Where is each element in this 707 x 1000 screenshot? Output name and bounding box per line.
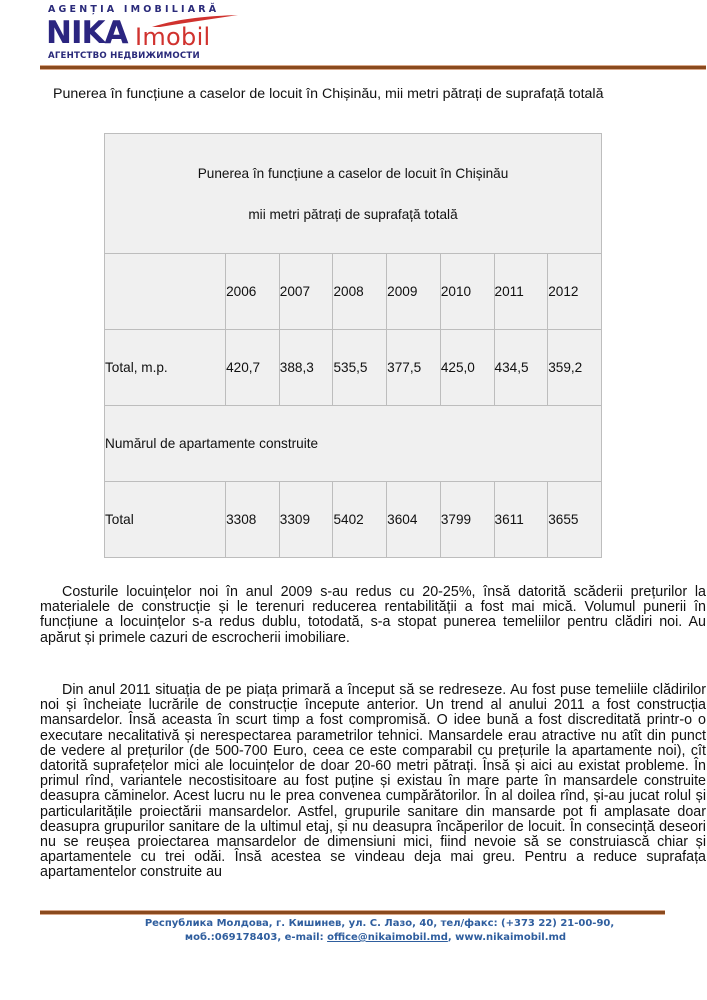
year-cell: 2006 <box>226 254 280 330</box>
value-cell: 359,2 <box>548 330 602 406</box>
footer-phone: моб.:069178403, e-mail: <box>184 932 328 943</box>
value-cell: 420,7 <box>226 330 280 406</box>
logo-tagline-ru: АГЕНТСТВО НЕДВИЖИМОСТИ <box>48 51 200 61</box>
value-cell: 3604 <box>387 482 441 558</box>
value-cell: 3655 <box>548 482 602 558</box>
table-title: Punerea în funcțiune a caselor de locuit în Chișinău <box>197 165 509 181</box>
footer-website[interactable]: www.nikaimobil.md <box>455 932 567 943</box>
value-cell: 377,5 <box>387 330 441 406</box>
year-cell: 2011 <box>494 254 548 330</box>
value-cell: 3308 <box>226 482 280 558</box>
year-cell: 2007 <box>279 254 333 330</box>
value-cell: 3799 <box>440 482 494 558</box>
value-cell: 3309 <box>279 482 333 558</box>
table-subtitle: mii metri pătrați de suprafață totală <box>248 206 458 222</box>
year-cell: 2012 <box>548 254 602 330</box>
footer-separator: , <box>447 932 456 943</box>
footer-divider <box>40 910 665 915</box>
row-label: Total, m.p. <box>105 330 226 406</box>
housing-statistics-table <box>104 133 602 558</box>
year-cell: 2010 <box>440 254 494 330</box>
row-label: Total <box>105 482 226 558</box>
value-cell: 388,3 <box>279 330 333 406</box>
footer-contacts <box>22 931 707 945</box>
logo-tagline-ro: AGENȚIA IMOBILIARĂ <box>48 4 220 15</box>
empty-header-cell <box>105 254 226 330</box>
value-cell: 535,5 <box>333 330 387 406</box>
section-header-row <box>105 406 602 482</box>
body-paragraph-2: Din anul 2011 situația de pe piața primară a început să se redreseze. Au fost puse temeliile clădirilor noi și încheiate lucrările de construcție începute anterior. Un trend al anului 2011 a fost construcția mansardelor. Însă aceasta în scurt timp a fost compromisă. O idee bună a fost discreditată printr-o o executare necalitativă și nerespectarea parametrilor tehnici. Mansardele erau atractive nu atît din punct de vedere al prețurilor (de 500-700 Euro, ceea ce este comparabil cu prețurile la apartamente noi), cît datorită suprafețelor mici ale locuințelor de doar 20-60 metri pătrați. Însă și aici au existat probleme. În primul rînd, variantele necostisitoare au fost puține și existau în mare parte în mansardele construite deasupra căminelor. Acest lucru nu le prea convenea cumpărătorilor. În al doilea rînd, și-au jucat rolul și particularitățile proiectării mansardelor. Astfel, grupurile sanitare din mansarde pot fi amplasate doar deasupra grupurilor sanitare de la ultimul etaj, și nu deasupra încăperilor de locuit. În consecință deseori nu se reușea proiectarea mansardelor de dimensiuni mici, fiind nevoie să se construiască chiar și apartamentele cu trei odăi. Însă acestea se vindeau deja mai greu. Pentru a reduce suprafața apartamentelor construite au <box>40 682 706 881</box>
value-cell: 425,0 <box>440 330 494 406</box>
table-caption: Punerea în funcțiune a caselor de locuit în Chișinău, mii metri pătrați de suprafață totală <box>53 86 604 102</box>
section-label: Numărul de apartamente construite <box>105 406 602 482</box>
body-paragraph-1: Costurile locuințelor noi în anul 2009 s-au redus cu 20-25%, însă datorită scăderii prețurilor la materialele de construcție și le terenuri reducerea rentabilității a fost mai mică. Volumul punerii în funcțiune a locuințelor s-a redus dublu, totodată, s-a stopat punerea temeliilor pentru clădiri noi. Au apărut și primele cazuri de escrocherii imobiliare. <box>40 584 706 646</box>
table-title-cell <box>105 134 602 254</box>
value-cell: 3611 <box>494 482 548 558</box>
area-total-row <box>105 330 602 406</box>
value-cell: 434,5 <box>494 330 548 406</box>
logo-brand-name: NIKA <box>46 15 128 51</box>
year-header-row <box>105 254 602 330</box>
year-cell: 2009 <box>387 254 441 330</box>
value-cell: 5402 <box>333 482 387 558</box>
year-cell: 2008 <box>333 254 387 330</box>
header-divider <box>40 65 706 70</box>
logo-imobil-text: Imobil <box>135 23 211 51</box>
footer-address: Республика Молдова, г. Кишинев, ул. С. Лазо, 40, тел/факс: (+373 22) 21-00-90, <box>144 918 615 929</box>
footer-email-link[interactable]: office@nikaimobil.md <box>327 932 448 943</box>
apartments-total-row <box>105 482 602 558</box>
company-logo <box>38 2 268 64</box>
